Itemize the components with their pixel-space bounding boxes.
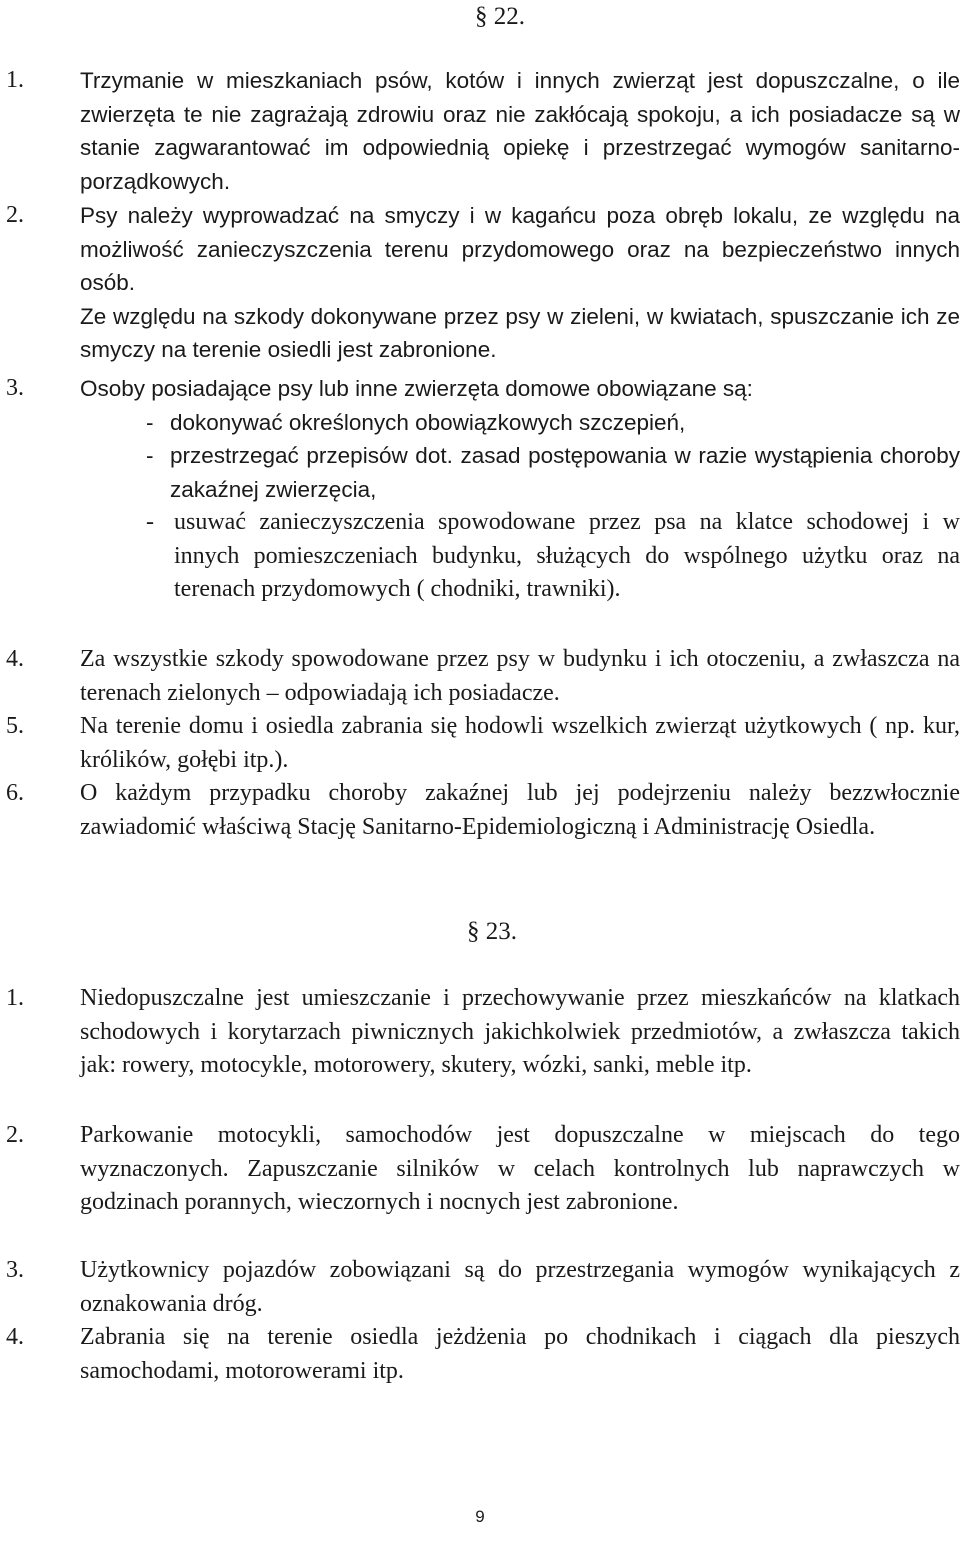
item-number: 2.	[6, 1122, 24, 1148]
section-23-title: § 23.	[467, 918, 517, 945]
item-text: Za wszystkie szkody spowodowane przez psy w budynku i ich otoczeniu, a zwłaszcza na terenach zielonych – odpowiadają ich posiadacze.	[80, 646, 960, 706]
dash-bullet: -	[146, 409, 154, 435]
item-number: 5.	[6, 713, 24, 739]
item-number: 1.	[6, 67, 24, 93]
dash-bullet: -	[146, 443, 154, 468]
sub-item-text: przestrzegać przepisów dot. zasad postępowania w razie wystąpienia choroby zakaźnej zwierzęcia,	[170, 443, 960, 502]
page-number: 9	[475, 1507, 485, 1526]
item-number: 3.	[6, 1257, 24, 1283]
dash-bullet: -	[146, 509, 154, 535]
item-number: 6.	[6, 780, 24, 806]
item-text: Psy należy wyprowadzać na smyczy i w kagańcu poza obręb lokalu, ze względu na możliwość zanieczyszczenia terenu przydomowego oraz na bezpieczeństwo innych osób.	[80, 203, 960, 295]
item-text: Na terenie domu i osiedla zabrania się hodowli wszelkich zwierząt użytkowych ( np. kur, królików, gołębi itp.).	[80, 713, 960, 773]
item-text: Niedopuszczalne jest umieszczanie i przechowywanie przez mieszkańców na klatkach schodowych i korytarzach piwnicznych jakichkolwiek przedmiotów, a zwłaszcza takich jak: rowery, motocykle, motorowery, skutery, wózki, sanki, meble itp.	[80, 985, 960, 1078]
item-intro: Osoby posiadające psy lub inne zwierzęta domowe obowiązane są:	[80, 376, 753, 401]
item-number: 4.	[6, 1324, 24, 1350]
item-text: Ze względu na szkody dokonywane przez psy w zieleni, w kwiatach, spuszczanie ich ze smyczy na terenie osiedli jest zabronione.	[80, 303, 960, 362]
item-number: 2.	[6, 202, 24, 228]
item-text: Użytkownicy pojazdów zobowiązani są do przestrzegania wymogów wynikających z oznakowania dróg.	[80, 1257, 960, 1317]
item-number: 1.	[6, 985, 24, 1011]
item-number: 3.	[6, 375, 24, 401]
sub-item-text: dokonywać określonych obowiązkowych szczepień,	[170, 409, 686, 435]
section-22-title: § 22.	[475, 3, 525, 30]
item-number: 4.	[6, 646, 24, 672]
sub-item	[6, 506, 960, 607]
item-text: Parkowanie motocykli, samochodów jest dopuszczalne w miejscach do tego wyznaczonych. Zapuszczanie silników w celach kontrolnych lub naprawczych w godzinach porannych, wieczornych i nocnych jest zabronione.	[80, 1122, 960, 1215]
item-text: Trzymanie w mieszkaniach psów, kotów i innych zwierząt jest dopuszczalne, o ile zwierzęta te nie zagrażają zdrowiu oraz nie zakłócają spokoju, a ich posiadacze są w stanie zagwarantować im odpowiednią opiekę i przestrzegać wymogów sanitarno-porządkowych.	[80, 68, 960, 194]
item-text: Zabrania się na terenie osiedla jeżdżenia po chodnikach i ciągach dla pieszych samochodami, motorowerami itp.	[80, 1324, 960, 1384]
item-text: O każdym przypadku choroby zakaźnej lub jej podejrzeniu należy bezzwłocznie zawiadomić właściwą Stację Sanitarno-Epidemiologiczną i Administrację Osiedla.	[80, 780, 960, 840]
sub-item	[6, 406, 960, 440]
sub-item-text: usuwać zanieczyszczenia spowodowane przez psa na klatce schodowej i w innych pomieszczeniach budynku, służących do wspólnego użytku oraz na terenach przydomowych ( chodniki, trawniki).	[174, 509, 960, 602]
sub-item	[6, 439, 960, 506]
